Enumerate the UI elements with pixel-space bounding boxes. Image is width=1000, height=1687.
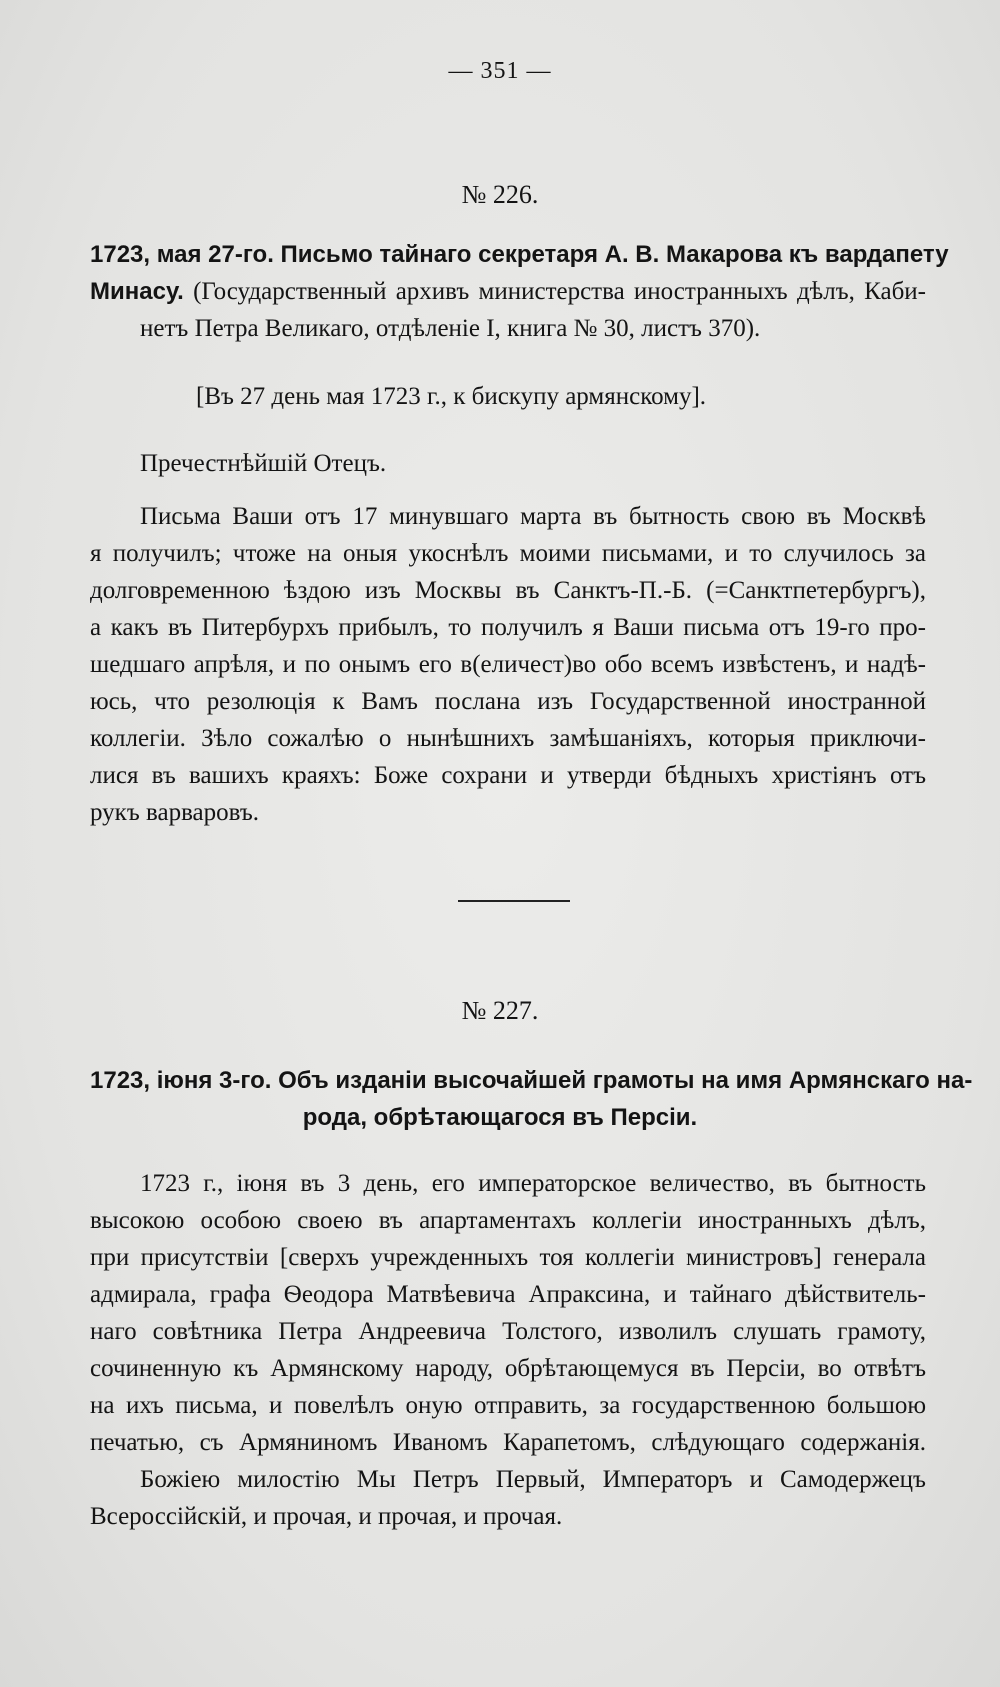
doc227-body-line-8: печатью, съ Армяниномъ Иваномъ Карапетомъ, слѣдующаго содержанія.	[90, 1429, 926, 1456]
doc227-heading-line-2	[0, 1099, 1000, 1136]
document-number-226: № 226.	[461, 180, 539, 209]
doc227-heading-bold-1: 1723, іюня 3-го. Объ изданіи высочайшей грамоты на имя Армянскаго на-	[90, 1067, 973, 1094]
doc227-body-line-4: адмирала, графа Ѳеодора Матвѣевича Апраксина, и тайнаго дѣйствитель-	[90, 1281, 926, 1308]
section-divider	[458, 900, 570, 902]
doc226-body-line-9: рукъ варваровъ.	[90, 799, 259, 826]
doc226-body-line-3: долговременною ѣздою изъ Москвы въ Санктъ-П.-Б. (=Санктпетербургъ),	[90, 577, 926, 604]
doc226-body-line-5: шедшаго апрѣля, и по онымъ его в(еличест)во обо всемъ извѣстенъ, и надѣ-	[90, 651, 926, 678]
doc226-heading-bold-1: 1723, мая 27-го. Письмо тайнаго секретаря А. В. Макарова къ вардапету	[90, 241, 949, 268]
document-number-227: № 227.	[461, 996, 539, 1025]
doc226-body-line-6: юсь, что резолюція к Вамъ послана изъ Государственной иностранной	[90, 688, 926, 715]
doc227-body-line-3: при присутствіи [сверхъ учрежденныхъ тоя коллегіи министровъ] генерала	[90, 1244, 926, 1271]
doc227-body-line-7: на ихъ письма, и повелѣлъ оную отправить, за государственною большою	[90, 1392, 926, 1419]
doc227-body-line-5: наго совѣтника Петра Андреевича Толстого, изволилъ слушать грамоту,	[90, 1318, 926, 1345]
doc226-body-line-1: Письма Ваши отъ 17 минувшаго марта въ бытность свою въ Москвѣ	[140, 503, 926, 530]
doc226-note: [Въ 27 день мая 1723 г., к бискупу армянскому].	[196, 383, 707, 410]
doc227-body-line-10: Всероссійскій, и прочая, и прочая, и прочая.	[90, 1503, 563, 1530]
doc226-body-line-8: лися въ вашихъ краяхъ: Боже сохрани и утверди бѣдныхъ христіянъ отъ	[90, 762, 926, 789]
doc226-heading-regular-2: (Государственный архивъ министерства иностранныхъ дѣлъ, Каби-	[183, 278, 926, 305]
doc227-heading-bold-2: рода, обрѣтающагося въ Персіи.	[302, 1104, 698, 1131]
doc226-body-line-4: а какъ въ Питербурхъ прибылъ, то получилъ я Ваши письма отъ 19-го про-	[90, 614, 926, 641]
doc226-heading-line-1	[90, 236, 949, 273]
doc227-body-line-9: Божіею милостію Мы Петръ Первый, Императоръ и Самодержецъ	[140, 1466, 926, 1493]
page-number: — 351 —	[448, 58, 552, 84]
doc226-salutation: Пречестнѣйшій Отецъ.	[140, 450, 387, 477]
doc226-heading-line-2	[90, 273, 926, 310]
doc227-body-line-1: 1723 г., іюня въ 3 день, его императорское величество, въ бытность	[140, 1170, 926, 1197]
doc226-body-line-7: коллегіи. Зѣло сожалѣю о нынѣшнихъ замѣшаніяхъ, которыя приключи-	[90, 725, 926, 752]
doc226-body-line-2: я получилъ; чтоже на оныя укоснѣлъ моими письмами, и то случилось за	[90, 540, 926, 567]
doc227-body-line-6: сочиненную къ Армянскому народу, обрѣтающемуся въ Персіи, во отвѣтъ	[90, 1355, 926, 1382]
doc227-body-line-2: высокою особою своею въ апартаментахъ коллегіи иностранныхъ дѣлъ,	[90, 1207, 926, 1234]
doc227-heading-line-1	[90, 1062, 973, 1099]
doc226-heading-bold-2: Минасу.	[90, 278, 184, 305]
doc226-heading-line-3	[140, 310, 900, 347]
doc226-heading-regular-3: нетъ Петра Великаго, отдѣленіе I, книга № 30, листъ 370).	[140, 315, 761, 342]
